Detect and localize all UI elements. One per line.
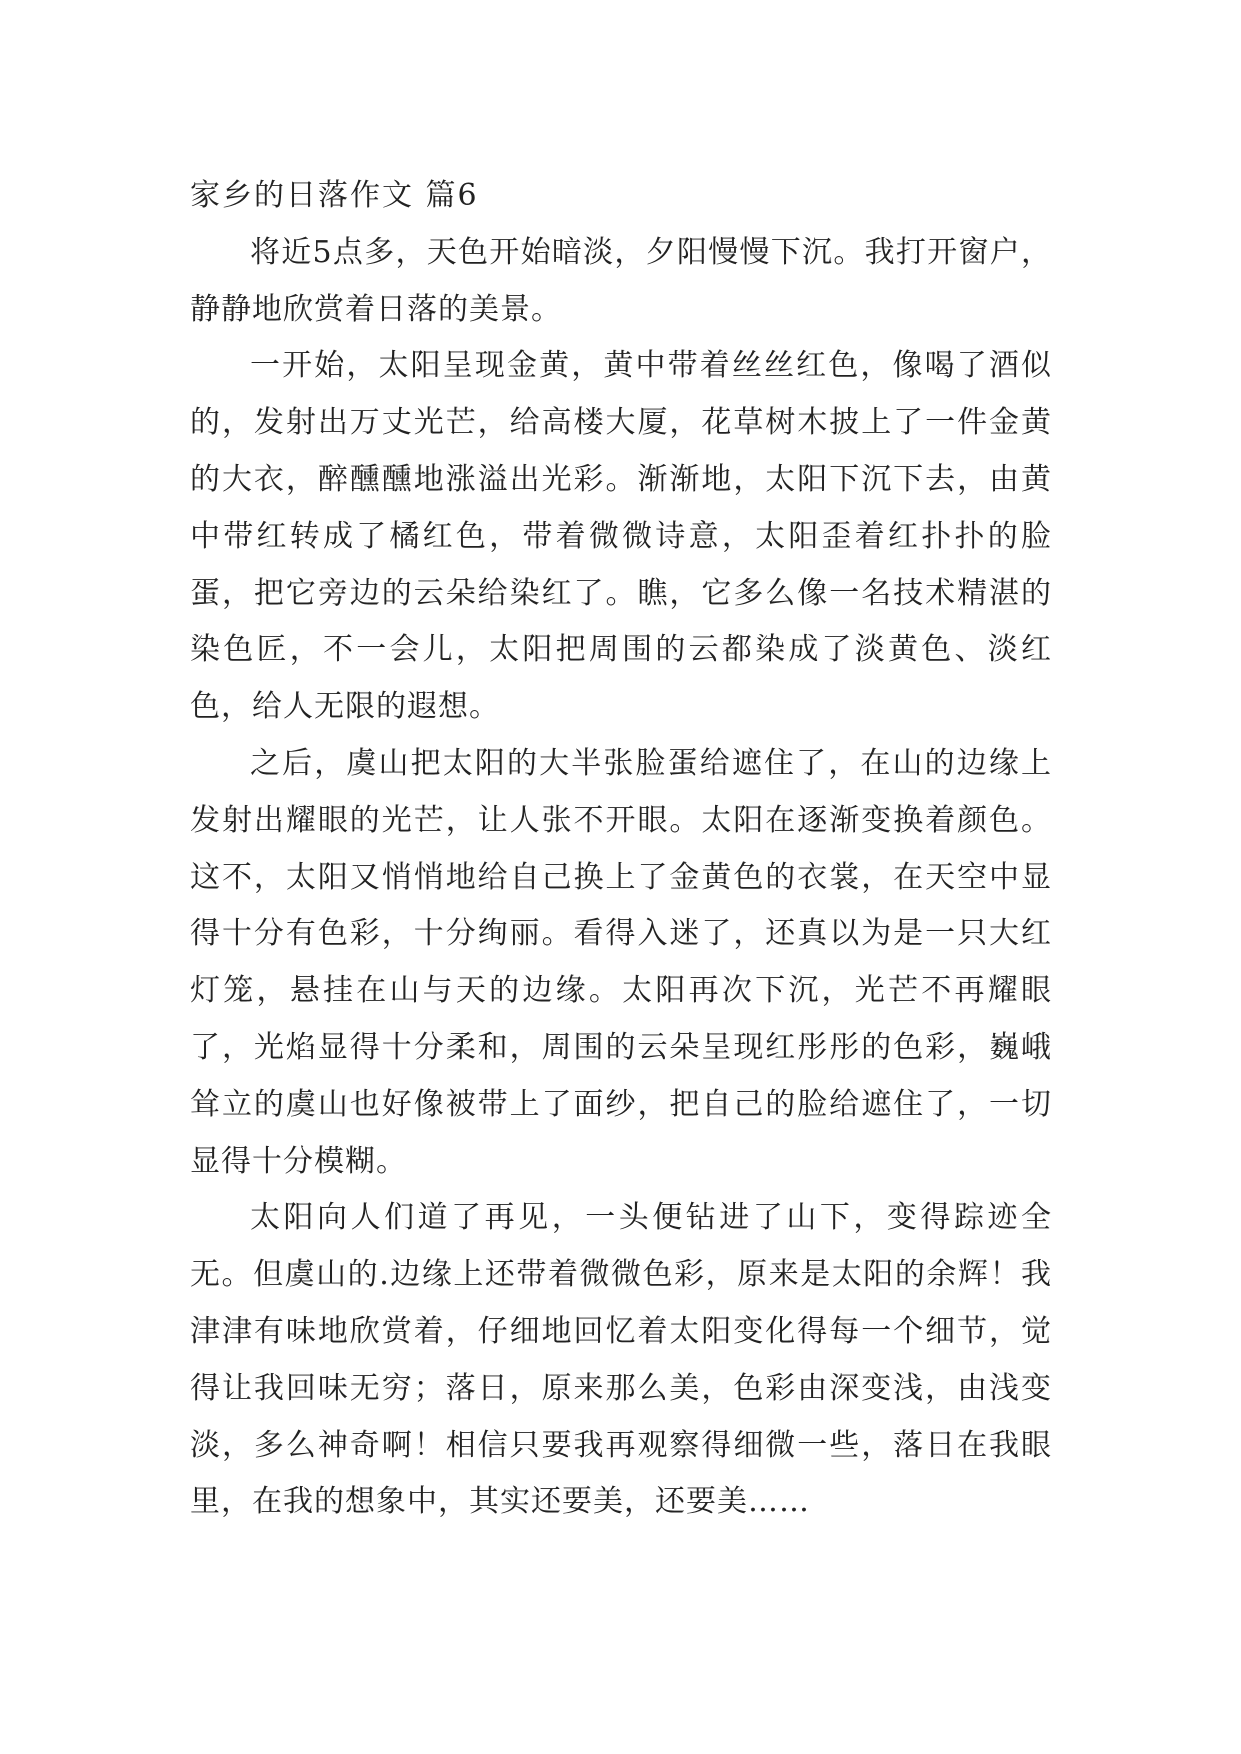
paragraph-3: 之后，虞山把太阳的大半张脸蛋给遮住了，在山的边缘上发射出耀眼的光芒，让人张不开眼。太阳在逐渐变换着颜色。这不，太阳又悄悄地给自己换上了金黄色的衣裳，在天空中显得十分有色彩，十分绚丽。看得入迷了，还真以为是一只大红灯笼，悬挂在山与天的边缘。太阳再次下沉，光芒不再耀眼了，光焰显得十分柔和，周围的云朵呈现红彤彤的色彩，巍峨耸立的虞山也好像被带上了面纱，把自己的脸给遮住了，一切显得十分模糊。	[190, 745, 1052, 1179]
paragraph-2: 一开始，太阳呈现金黄，黄中带着丝丝红色，像喝了酒似的，发射出万丈光芒，给高楼大厦，花草树木披上了一件金黄的大衣，醉醺醺地涨溢出光彩。渐渐地，太阳下沉下去，由黄中带红转成了橘红色，带着微微诗意，太阳歪着红扑扑的脸蛋，把它旁边的云朵给染红了。瞧，它多么像一名技术精湛的染色匠，不一会儿，太阳把周围的云都染成了淡黄色、淡红色，给人无限的遐想。	[190, 348, 1052, 725]
essay-body	[190, 168, 1052, 1531]
essay-title: 家乡的日落作文 篇6	[190, 178, 479, 213]
paragraph-4: 太阳向人们道了再见，一头便钻进了山下，变得踪迹全无。但虞山的.边缘上还带着微微色彩，原来是太阳的余辉！我津津有味地欣赏着，仔细地回忆着太阳变化得每一个细节，觉得让我回味无穷；落日，原来那么美，色彩由深变浅，由浅变淡，多么神奇啊！相信只要我再观察得细微一些，落日在我眼里，在我的想象中，其实还要美，还要美……	[190, 1200, 1052, 1520]
paragraph-1: 将近5点多，天色开始暗淡，夕阳慢慢下沉。我打开窗户，静静地欣赏着日落的美景。	[190, 234, 1052, 327]
